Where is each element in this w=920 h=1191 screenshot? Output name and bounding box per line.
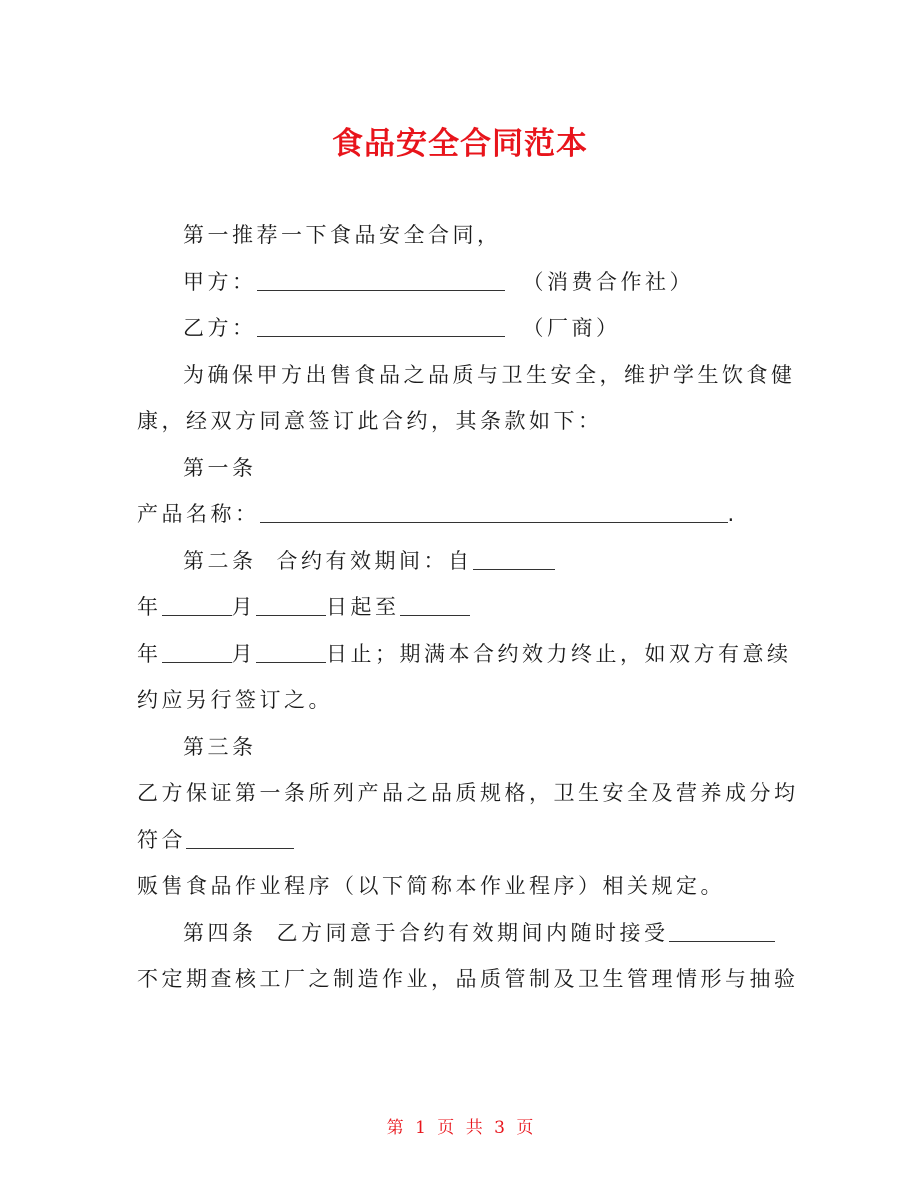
article-4-text-1: 乙方同意于合约有效期间内随时接受: [276, 920, 669, 945]
party-a-line: [137, 259, 797, 306]
party-a-note: （消费合作社）: [522, 269, 694, 294]
page-title: 食品安全合同范本: [332, 126, 588, 162]
article-1-heading: 第一条: [183, 455, 257, 480]
preamble-line-2: [137, 398, 797, 445]
article-2-heading: 第二条: [183, 548, 257, 573]
party-b-label: 乙方：: [183, 316, 257, 340]
preamble-text-2: 康，经双方同意签订此合约，其条款如下：: [137, 409, 603, 433]
article-2-line: [137, 538, 797, 585]
article-3-line-2: [137, 817, 797, 864]
product-name-line: [137, 491, 797, 538]
product-name-blank: [260, 498, 728, 523]
preamble-line-1: [137, 352, 797, 399]
from-text: 日起至: [326, 595, 400, 619]
end-date-line: [137, 631, 797, 678]
inspector-blank: [669, 917, 775, 942]
article-3-text-2: 符合: [137, 827, 186, 852]
party-b-blank: [257, 312, 505, 337]
article-3-heading: 第三条: [183, 734, 257, 759]
start-month-blank: [162, 591, 232, 616]
intro-line: [137, 212, 797, 259]
renewal-line: [137, 677, 797, 724]
intro-text: 第一推荐一下食品安全合同，: [183, 223, 502, 247]
article-1-heading-line: [137, 445, 797, 492]
renewal-text: 约应另行签订之。: [137, 688, 333, 712]
party-b-line: [137, 305, 797, 352]
article-3-text-1: 乙方保证第一条所列产品之品质规格，卫生安全及营养成分均: [137, 781, 799, 805]
start-day-blank: [256, 591, 326, 616]
end-year-label: 年: [137, 641, 162, 666]
end-month-blank: [162, 638, 232, 663]
start-year-blank: [473, 545, 555, 570]
article-4-heading: 第四条: [183, 920, 257, 945]
until-text: 日止；期满本合约效力终止，如双方有意续: [326, 641, 792, 666]
standard-blank: [186, 824, 294, 849]
start-year-label: 年: [137, 595, 162, 619]
party-b-note: （厂商）: [522, 316, 621, 340]
page-footer: 第 1 页 共 3 页: [386, 1118, 534, 1138]
article-4-text-2: 不定期查核工厂之制造作业，品质管制及卫生管理情形与抽验: [137, 967, 799, 991]
article-4-line-1: [137, 910, 797, 957]
article-3-line-3: [137, 863, 797, 910]
article-4-line-2: [137, 956, 797, 1003]
article-2-text: 合约有效期间：自: [276, 548, 473, 573]
article-3-text-3: 贩售食品作业程序（以下简称本作业程序）相关规定。: [137, 874, 725, 898]
party-a-blank: [257, 266, 505, 291]
end-day-blank: [256, 638, 326, 663]
product-name-end: .: [727, 502, 738, 526]
document-body: [137, 212, 797, 1003]
start-date-line: [137, 584, 797, 631]
article-3-heading-line: [137, 724, 797, 771]
end-month-label: 月: [231, 641, 256, 666]
party-a-label: 甲方：: [183, 269, 257, 294]
preamble-text-1: 为确保甲方出售食品之品质与卫生安全，维护学生饮食健: [183, 362, 796, 387]
end-year-blank: [400, 591, 470, 616]
article-3-line-1: [137, 770, 797, 817]
product-name-label: 产品名称：: [137, 502, 260, 526]
start-month-label: 月: [231, 595, 256, 619]
